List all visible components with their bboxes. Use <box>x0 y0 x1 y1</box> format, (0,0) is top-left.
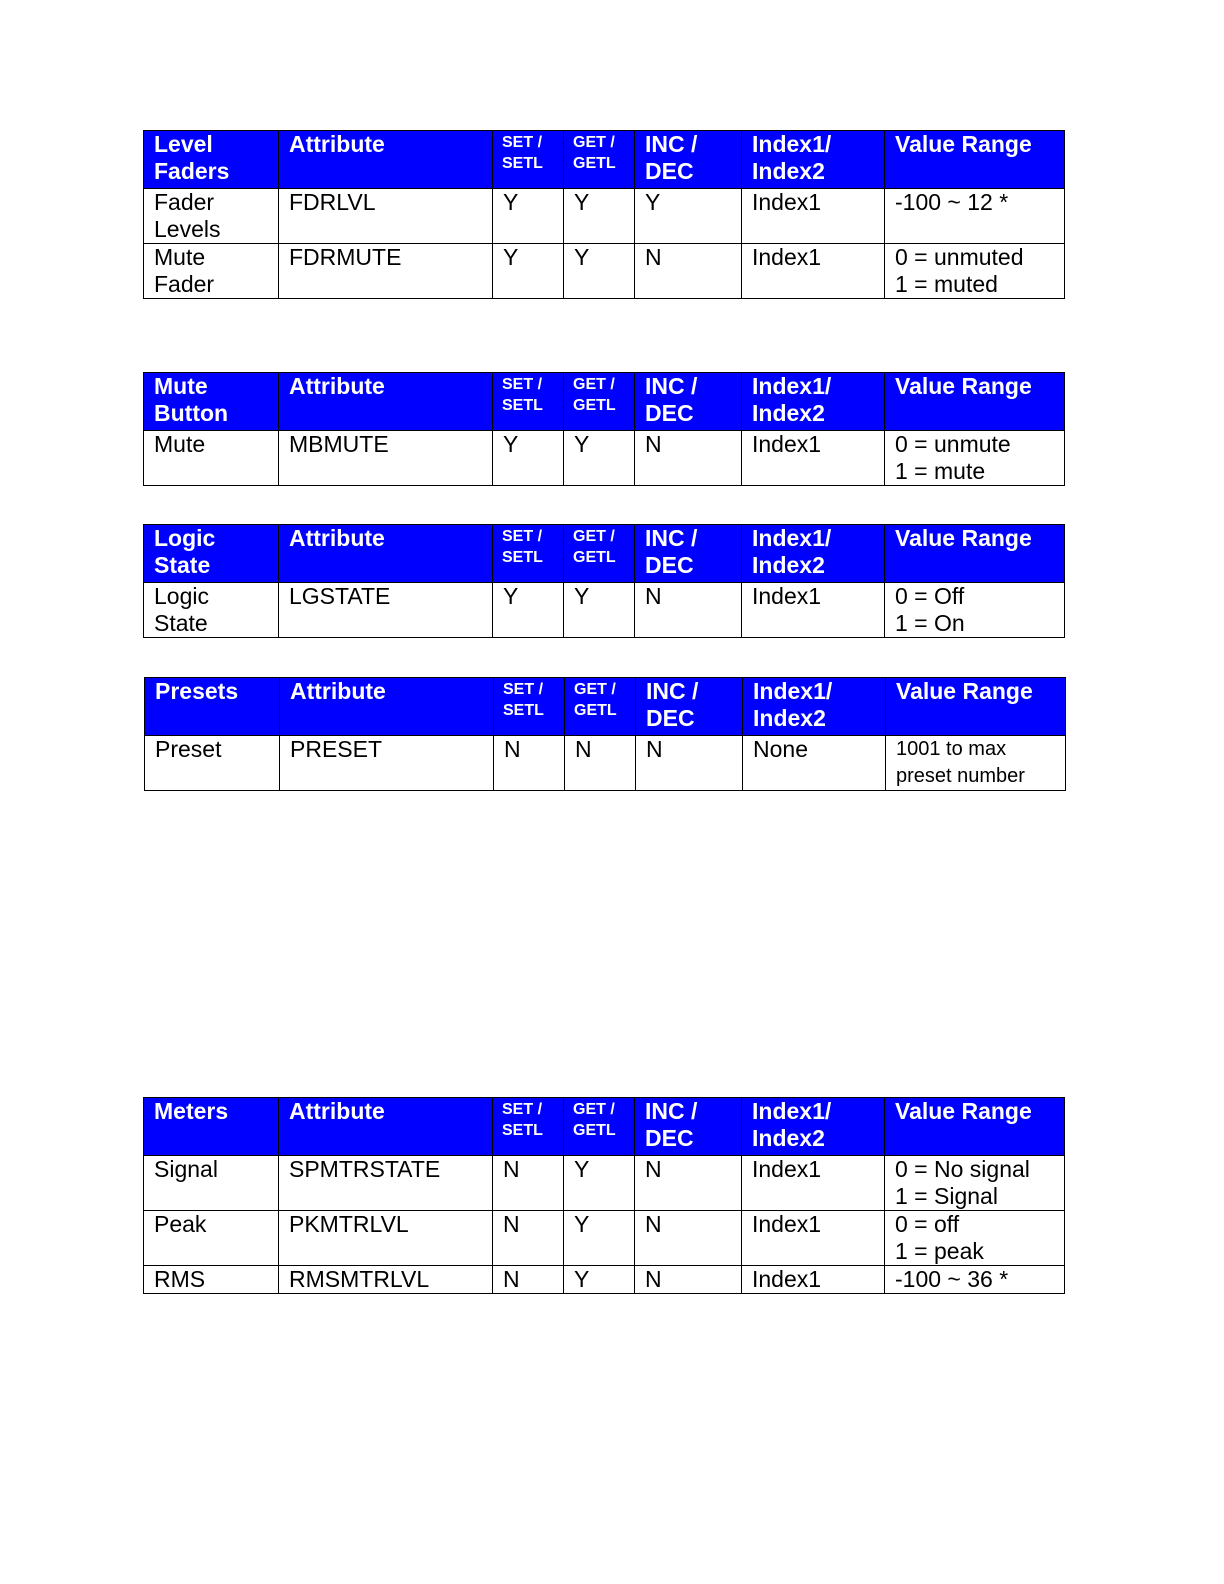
range-header: Value Range <box>885 1098 1065 1156</box>
table-title: Presets <box>145 678 280 736</box>
set-header: SET / SETL <box>493 1098 564 1156</box>
row-attribute: PRESET <box>280 736 494 791</box>
row-set: N <box>493 1156 564 1211</box>
index-header: Index1/ Index2 <box>743 678 886 736</box>
row-index: Index1 <box>742 1156 885 1211</box>
row-name: Peak <box>144 1211 279 1266</box>
range-header: Value Range <box>886 678 1066 736</box>
index-header: Index1/ Index2 <box>742 131 885 189</box>
table-header-row <box>144 525 1065 583</box>
table-header-row <box>144 373 1065 431</box>
row-attribute: SPMTRSTATE <box>279 1156 493 1211</box>
row-get: Y <box>564 1266 635 1294</box>
row-name: Preset <box>145 736 280 791</box>
row-range: -100 ~ 12 * <box>885 189 1065 244</box>
row-name: Signal <box>144 1156 279 1211</box>
row-set: N <box>493 1211 564 1266</box>
row-incdec: N <box>636 736 743 791</box>
row-range: 0 = unmute 1 = mute <box>885 431 1065 486</box>
row-attribute: RMSMTRLVL <box>279 1266 493 1294</box>
row-range: 0 = Off 1 = On <box>885 583 1065 638</box>
get-header: GET / GETL <box>565 678 636 736</box>
attribute-header: Attribute <box>279 373 493 431</box>
row-incdec: N <box>635 583 742 638</box>
row-range: 0 = No signal 1 = Signal <box>885 1156 1065 1211</box>
incdec-header: INC / DEC <box>635 525 742 583</box>
row-get: Y <box>564 583 635 638</box>
attribute-header: Attribute <box>279 525 493 583</box>
row-range: -100 ~ 36 * <box>885 1266 1065 1294</box>
set-header: SET / SETL <box>494 678 565 736</box>
table-header-row <box>144 131 1065 189</box>
level-faders-table <box>143 130 1065 299</box>
row-set: Y <box>493 244 564 299</box>
row-index: Index1 <box>742 583 885 638</box>
row-set: Y <box>493 431 564 486</box>
set-header: SET / SETL <box>493 131 564 189</box>
row-attribute: PKMTRLVL <box>279 1211 493 1266</box>
row-get: Y <box>564 431 635 486</box>
row-attribute: LGSTATE <box>279 583 493 638</box>
row-incdec: N <box>635 1211 742 1266</box>
table-row <box>144 244 1065 299</box>
get-header: GET / GETL <box>564 525 635 583</box>
row-get: Y <box>564 244 635 299</box>
row-get: N <box>565 736 636 791</box>
table-row <box>144 1211 1065 1266</box>
attribute-header: Attribute <box>280 678 494 736</box>
get-header: GET / GETL <box>564 1098 635 1156</box>
row-name: Mute Fader <box>144 244 279 299</box>
table-title: Meters <box>144 1098 279 1156</box>
row-index: Index1 <box>742 431 885 486</box>
row-name: Mute <box>144 431 279 486</box>
row-attribute: FDRLVL <box>279 189 493 244</box>
row-incdec: N <box>635 244 742 299</box>
presets-table <box>144 677 1066 791</box>
row-name: Fader Levels <box>144 189 279 244</box>
table-row <box>144 1156 1065 1211</box>
row-incdec: N <box>635 431 742 486</box>
table-row <box>144 1266 1065 1294</box>
row-get: Y <box>564 189 635 244</box>
attribute-header: Attribute <box>279 1098 493 1156</box>
row-incdec: N <box>635 1266 742 1294</box>
set-header: SET / SETL <box>493 373 564 431</box>
set-header: SET / SETL <box>493 525 564 583</box>
table-header-row <box>145 678 1066 736</box>
row-name: Logic State <box>144 583 279 638</box>
index-header: Index1/ Index2 <box>742 1098 885 1156</box>
table-row <box>144 583 1065 638</box>
table-row <box>145 736 1066 791</box>
table-header-row <box>144 1098 1065 1156</box>
incdec-header: INC / DEC <box>635 1098 742 1156</box>
index-header: Index1/ Index2 <box>742 373 885 431</box>
logic-state-table <box>143 524 1065 638</box>
table-row <box>144 189 1065 244</box>
row-set: N <box>494 736 565 791</box>
row-set: N <box>493 1266 564 1294</box>
row-range: 0 = off 1 = peak <box>885 1211 1065 1266</box>
mute-button-table <box>143 372 1065 486</box>
row-name: RMS <box>144 1266 279 1294</box>
meters-table <box>143 1097 1065 1294</box>
row-get: Y <box>564 1211 635 1266</box>
range-header: Value Range <box>885 373 1065 431</box>
row-incdec: N <box>635 1156 742 1211</box>
attribute-header: Attribute <box>279 131 493 189</box>
get-header: GET / GETL <box>564 373 635 431</box>
row-attribute: FDRMUTE <box>279 244 493 299</box>
row-index: Index1 <box>742 244 885 299</box>
table-title: Mute Button <box>144 373 279 431</box>
row-attribute: MBMUTE <box>279 431 493 486</box>
row-get: Y <box>564 1156 635 1211</box>
row-set: Y <box>493 583 564 638</box>
incdec-header: INC / DEC <box>635 131 742 189</box>
range-header: Value Range <box>885 131 1065 189</box>
row-index: Index1 <box>742 1211 885 1266</box>
index-header: Index1/ Index2 <box>742 525 885 583</box>
row-range: 1001 to max preset number <box>886 736 1066 791</box>
table-row <box>144 431 1065 486</box>
row-index: None <box>743 736 886 791</box>
row-set: Y <box>493 189 564 244</box>
row-index: Index1 <box>742 189 885 244</box>
table-title: Logic State <box>144 525 279 583</box>
incdec-header: INC / DEC <box>636 678 743 736</box>
range-header: Value Range <box>885 525 1065 583</box>
row-incdec: Y <box>635 189 742 244</box>
get-header: GET / GETL <box>564 131 635 189</box>
row-range: 0 = unmuted 1 = muted <box>885 244 1065 299</box>
row-index: Index1 <box>742 1266 885 1294</box>
table-title: Level Faders <box>144 131 279 189</box>
incdec-header: INC / DEC <box>635 373 742 431</box>
